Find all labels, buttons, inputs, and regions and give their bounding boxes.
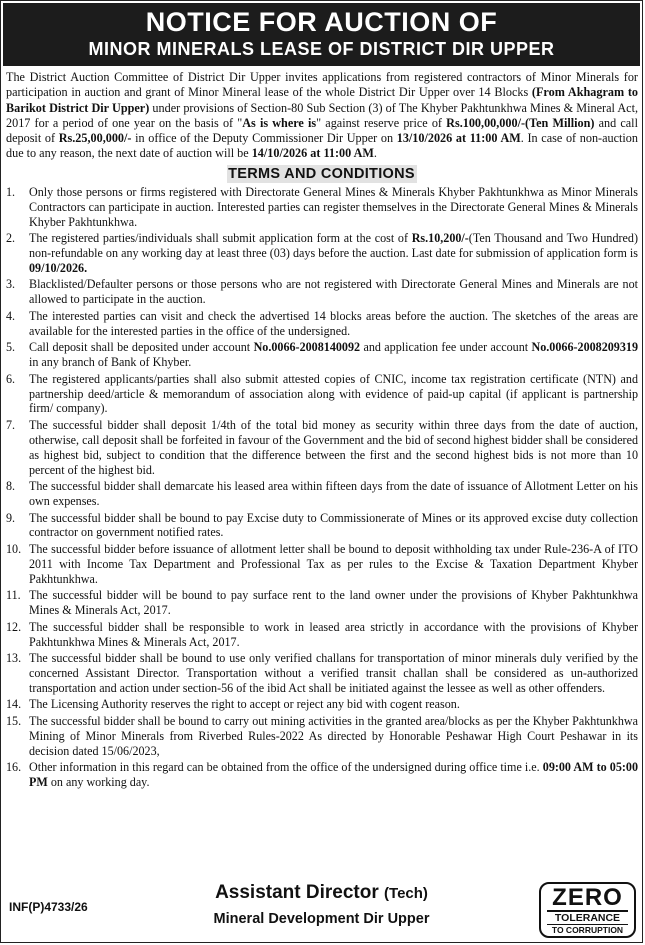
intro-next-date: 14/10/2026 at 11:00 AM <box>251 146 374 161</box>
term-number: 12. <box>6 619 22 634</box>
term-text <box>29 340 638 370</box>
term-text: The interested parties can visit and check the advertised 14 blocks areas before the auction. The sketches of the areas are available for the interested parties in the office of the undersigned. <box>29 308 638 338</box>
term-text-part: and application fee under account <box>360 340 532 355</box>
intro-text: and call deposit of <box>6 115 638 146</box>
term-text: The Licensing Authority reserves the right to accept or reject any bid with cogent reason. <box>29 697 460 712</box>
fee-account: No.0066-2008209319 <box>531 340 638 355</box>
zero-tolerance-logo <box>539 882 636 938</box>
intro-text: under provisions of Section-80 Sub Section (3) of The Khyber Pakhtunkhwa Mines & Mineral Act, 2017 for a period of one year on the basis of " <box>6 100 639 130</box>
term-text: The successful bidder shall be bound to pay Excise duty to Commissionerate of Mines or its approved excise duty collection contractor on government notified rates. <box>29 510 638 540</box>
last-date: 09/10/2026. <box>29 260 88 275</box>
term-item <box>1 340 638 370</box>
term-number: 15. <box>6 713 22 728</box>
term-text: The successful bidder will be bound to pay surface rent to the land owner under the provisions of Khyber Pakhtunkhwa Mines & Minerals Act, 2017. <box>29 588 638 618</box>
term-number: 9. <box>6 510 16 525</box>
intro-text: . <box>373 146 377 161</box>
term-text-part: on any working day. <box>47 775 150 790</box>
term-item <box>1 697 638 712</box>
term-number: 2. <box>6 231 16 246</box>
term-text: The successful bidder shall be responsible to work in leased area strictly in accordance with the provisions of Khyber Pakhtunkhwa Mines & Minerals Act, 2017. <box>29 619 638 649</box>
term-text-part: Other information in this regard can be obtained from the office of the undersigned during office time i.e. <box>29 760 543 775</box>
term-number: 7. <box>6 417 16 432</box>
inf-reference: INF(P)4733/26 <box>9 900 88 914</box>
notice-footer <box>1 880 642 942</box>
terms-list <box>1 185 642 790</box>
term-text-part: Call deposit shall be deposited under account <box>29 340 254 355</box>
intro-call-deposit: Rs.25,00,000/- <box>58 131 132 146</box>
logo-tolerance-text: TOLERANCE <box>547 910 628 924</box>
intro-text: in office of the Deputy Commissioner Dir Upper on <box>131 131 397 146</box>
term-number: 1. <box>6 184 16 199</box>
term-text-part: (Ten Thousand and Two Hundred) non-refundable on any working day at least three (03) days before the auction. Last date for submission of application form is <box>29 231 638 260</box>
term-text: The successful bidder shall demarcate his leased area within fifteen days from the date of issuance of Allotment Letter on his own expenses. <box>29 479 638 509</box>
intro-blocks: (From Akhagram to Barikot District Dir Upper) <box>6 85 638 115</box>
term-number: 4. <box>6 308 16 323</box>
intro-auction-date: 13/10/2026 at 11:00 AM <box>396 131 521 146</box>
term-item <box>1 714 638 759</box>
intro-text: The District Auction Committee of District Dir Upper invites applications from registered contractors of Minor Minerals for participation in auction and grant of Minor Mineral lease of the whole District Dir Upper over 14 Blocks <box>6 70 638 100</box>
logo-corruption-text: TO CORRUPTION <box>547 924 628 936</box>
term-item <box>1 620 638 650</box>
office-name: Mineral Development Dir Upper <box>213 911 430 927</box>
notice-header <box>3 3 640 66</box>
notice-title: NOTICE FOR AUCTION OF <box>145 7 498 37</box>
term-text: The successful bidder before issuance of allotment letter shall be bound to deposit withholding tax under Rule-236-A of ITO 2011 with Income Tax Department and Professional Tax as per rules to the Excise & Taxation Department Khyber Pakhtunkhwa. <box>29 541 638 586</box>
term-number: 16. <box>6 760 22 775</box>
term-number: 10. <box>6 541 22 556</box>
term-item <box>1 185 638 230</box>
intro-text: . In case of non-auction due to any reason, the next date of auction will be <box>6 131 638 161</box>
term-item <box>1 277 638 307</box>
term-number: 11. <box>6 588 21 603</box>
notice-subtitle: MINOR MINERALS LEASE OF DISTRICT DIR UPPER <box>88 39 555 59</box>
term-item <box>1 651 638 696</box>
term-text-part: in any branch of Bank of Khyber. <box>29 355 192 370</box>
intro-reserve-price: Rs.100,00,000/-(Ten Million) <box>446 115 595 130</box>
term-number: 14. <box>6 697 22 712</box>
call-deposit-account: No.0066-2008140092 <box>253 340 361 355</box>
term-number: 3. <box>6 277 16 292</box>
intro-text: " against reserve price of <box>316 115 447 130</box>
office-hours: 09:00 AM to 05:00 PM <box>29 760 638 790</box>
term-item <box>1 542 638 587</box>
term-number: 5. <box>6 340 16 355</box>
term-number: 13. <box>6 651 22 666</box>
term-text: The successful bidder shall deposit 1/4th of the total bid money as security within three days from the date of auction, otherwise, call deposit shall be forfeited in favour of the Government and the bid of second highest bidder shall be considered as highest bid, subject to condition that the difference between the first and the second highest bids is not more than 10 percent of the highest bid. <box>29 417 638 477</box>
term-text: Blacklisted/Defaulter persons or those persons who are not registered with Directorate General Mines and Minerals are not allowed to participate in the auction. <box>29 277 638 307</box>
term-number: 6. <box>6 371 16 386</box>
term-text: The successful bidder shall be bound to use only verified challans for transportation of minor minerals duly verified by the concerned Assistant Director. Transportation without a verified transit challan shall be considered as un-authorized transportation and action under section-56 of the ibid Act shall be initiated against the lessee as well as other offenders. <box>29 651 638 695</box>
term-item <box>1 418 638 478</box>
term-item <box>1 760 638 790</box>
logo-zero-text: ZERO <box>552 884 623 911</box>
term-item <box>1 588 638 618</box>
designation-title: Assistant Director <box>215 882 379 903</box>
term-item <box>1 372 638 417</box>
term-text <box>29 231 638 276</box>
intro-as-is: As is where is <box>242 115 317 130</box>
term-text <box>29 760 638 790</box>
term-number: 8. <box>6 479 16 494</box>
term-item <box>1 231 638 276</box>
term-item <box>1 309 638 339</box>
term-text: Only those persons or firms registered with Directorate General Mines & Minerals Khyber Pakhtunkhwa as Minor Minerals Contractors can participate in auction. Interested parties can register themselves in the Directorate General Mines & Minerals Khyber Pakhtunkhwa. <box>29 184 638 229</box>
terms-heading: TERMS AND CONDITIONS <box>228 165 415 182</box>
term-item <box>1 511 638 541</box>
term-text-part: The registered parties/individuals shall submit application form at the cost of <box>29 231 412 246</box>
term-text: The successful bidder shall be bound to carry out mining activities in the granted area/blocks as per the Khyber Pakhtunkhwa Mining of Minor Minerals from Riverbed Rules-2022 As directed by Honorable Peshawar High Court Peshawar in its decision dated 15/06/2023, <box>29 713 638 758</box>
term-item <box>1 479 638 509</box>
application-fee: Rs.10,200/- <box>411 231 469 246</box>
term-text: The registered applicants/parties shall also submit attested copies of CNIC, income tax registration certificate (NTN) and partnership deed/article & memorandum of association along with evidence of paid-up capital (if applicant is partnership firm/ company). <box>29 371 638 416</box>
designation-suffix: (Tech) <box>384 885 428 902</box>
intro-paragraph <box>1 66 642 162</box>
